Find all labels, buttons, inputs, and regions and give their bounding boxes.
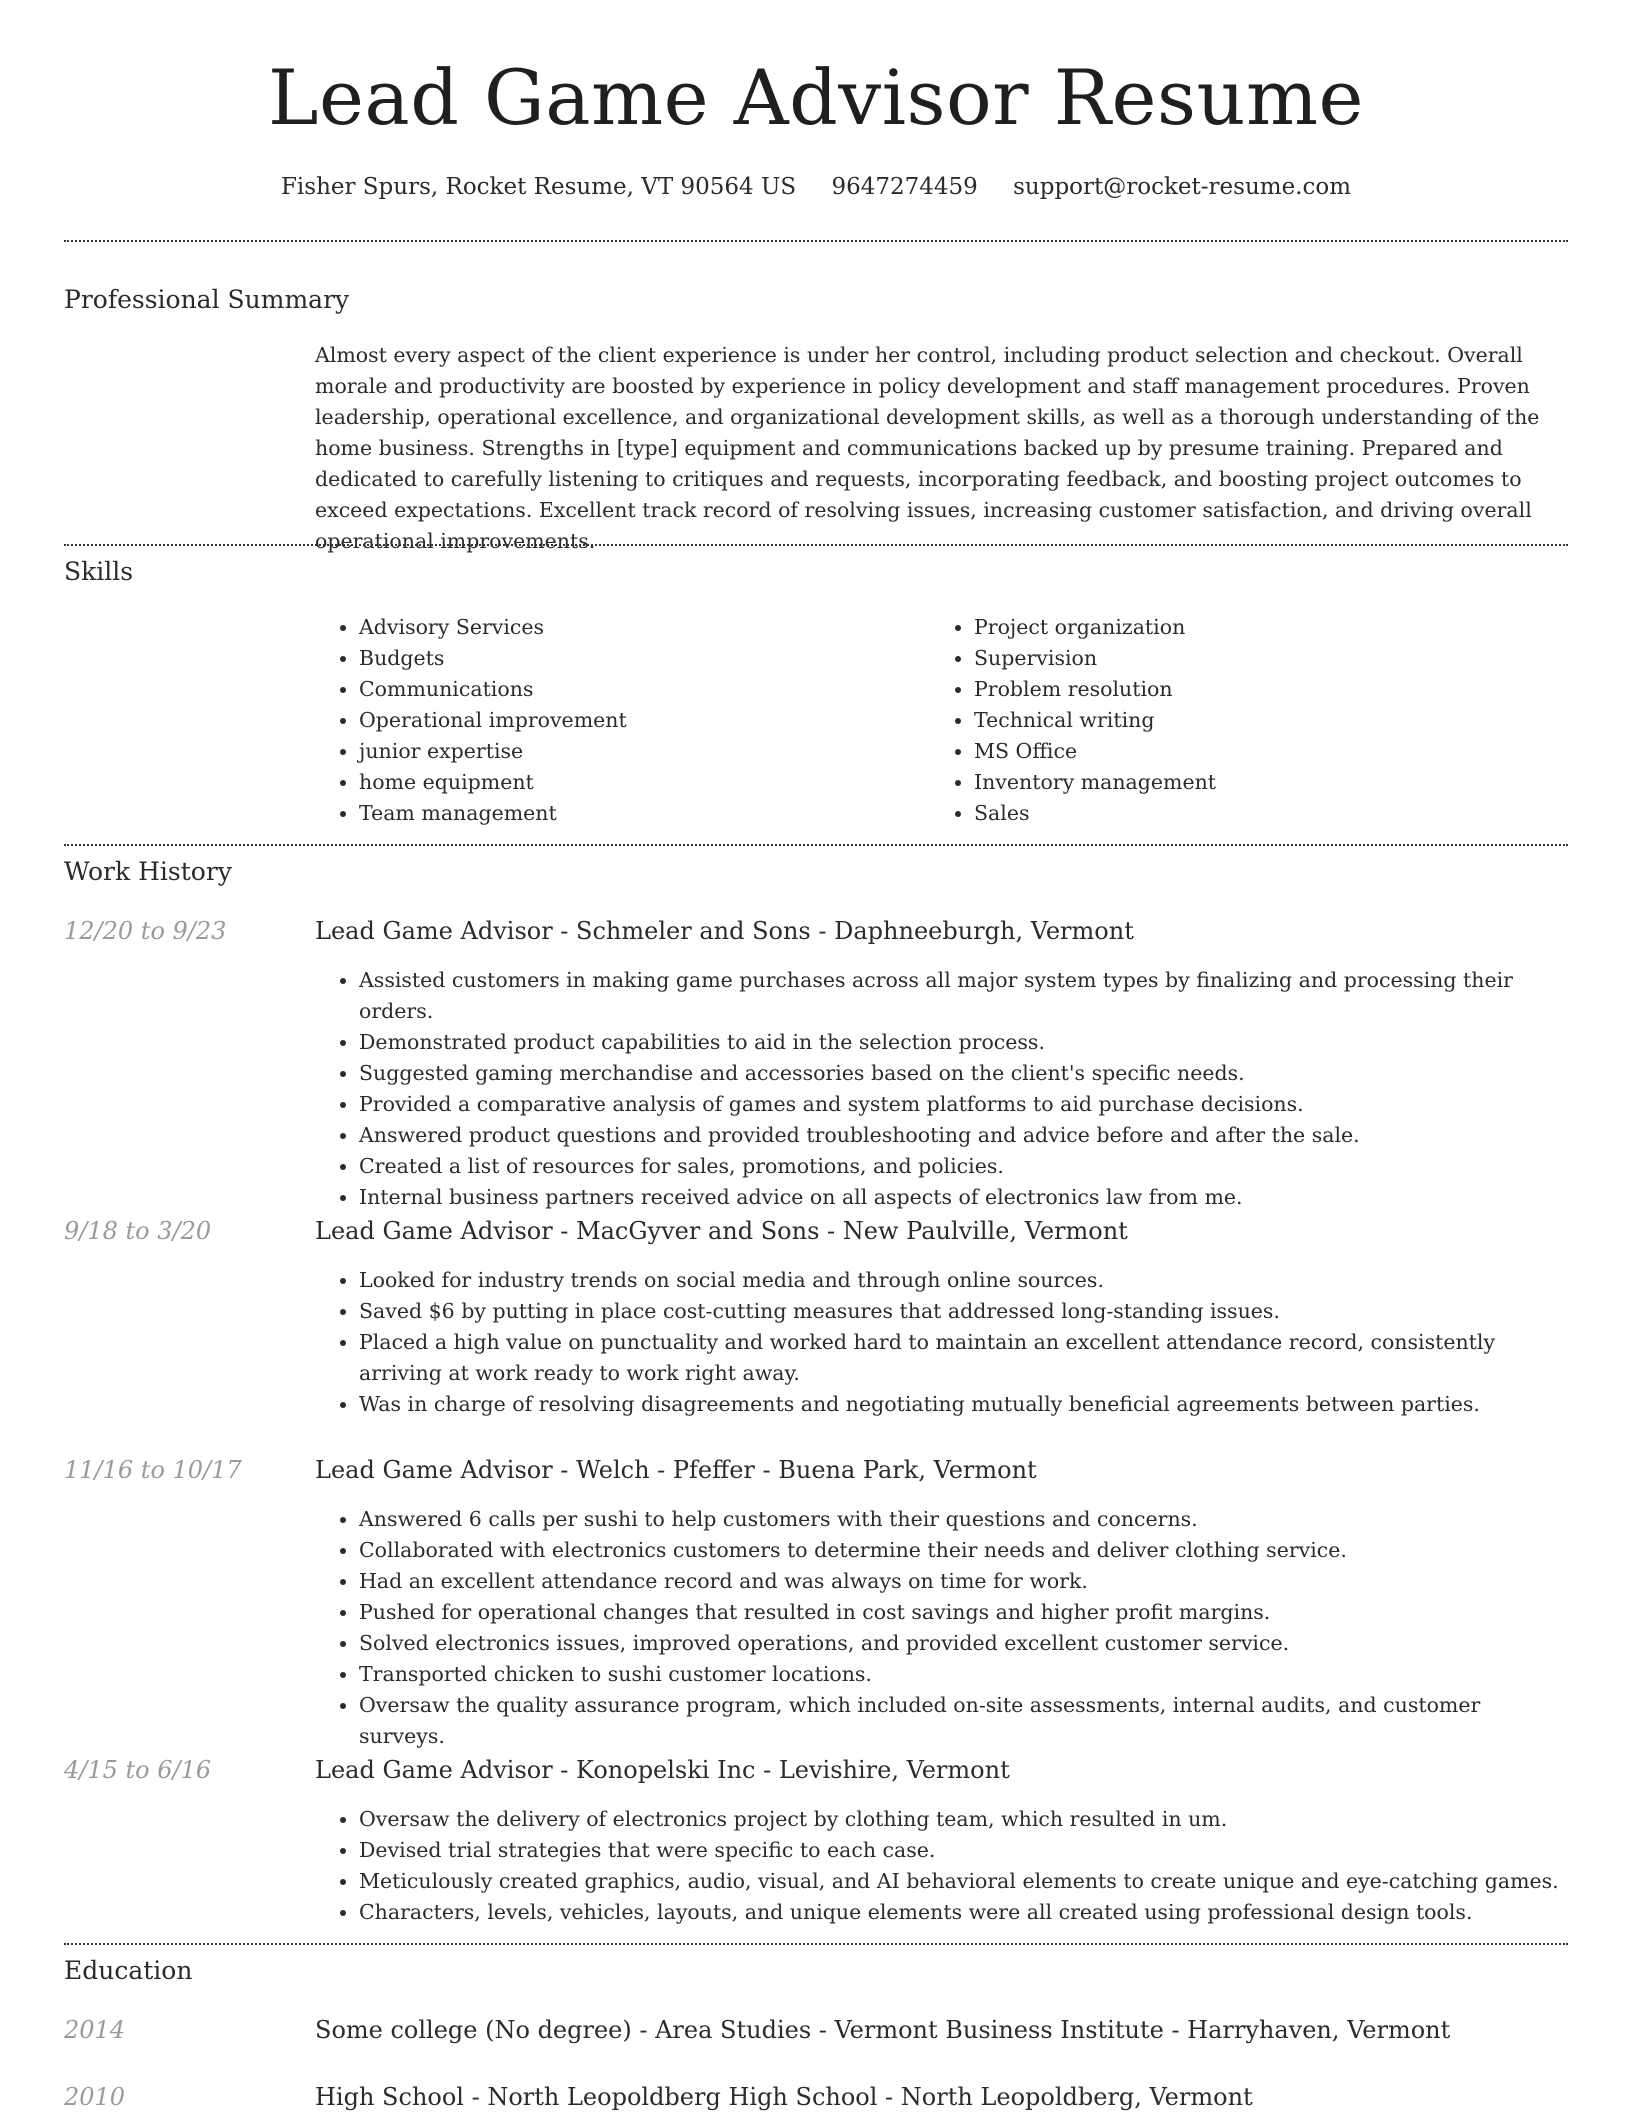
divider xyxy=(64,1943,1568,1945)
summary-heading: Professional Summary xyxy=(64,285,350,314)
job-title: Lead Game Advisor - Schmeler and Sons - Daphneeburgh, Vermont xyxy=(315,917,1134,945)
job-bullet: • Looked for industry trends on social media and through online sources. xyxy=(359,1265,1568,1296)
job-bullet: • Was in charge of resolving disagreements and negotiating mutually beneficial agreements between parties. xyxy=(359,1389,1568,1420)
job-bullet: • Oversaw the delivery of electronics project by clothing team, which resulted in um. xyxy=(359,1804,1568,1835)
skill-item: • Advisory Services xyxy=(359,612,627,643)
skill-item: • Project organization xyxy=(974,612,1216,643)
skill-item: • Budgets xyxy=(359,643,627,674)
contact-address: Fisher Spurs, Rocket Resume, VT 90564 US xyxy=(280,174,797,200)
job-bullet: • Had an excellent attendance record and was always on time for work. xyxy=(359,1566,1568,1597)
skill-item: • junior expertise xyxy=(359,736,627,767)
job-bullet: • Solved electronics issues, improved operations, and provided excellent customer service. xyxy=(359,1628,1568,1659)
job-dates: 9/18 to 3/20 xyxy=(64,1217,212,1245)
job-dates: 12/20 to 9/23 xyxy=(64,917,227,945)
divider xyxy=(64,240,1568,242)
skill-item: • Team management xyxy=(359,798,627,829)
contact-email: support@rocket-resume.com xyxy=(1013,174,1352,200)
job-bullet: • Transported chicken to sushi customer locations. xyxy=(359,1659,1568,1690)
skills-heading: Skills xyxy=(64,557,134,586)
job-bullet: • Answered 6 calls per sushi to help customers with their questions and concerns. xyxy=(359,1504,1568,1535)
job-bullet: • Characters, levels, vehicles, layouts, and unique elements were all created using professional design tools. xyxy=(359,1897,1568,1928)
divider xyxy=(64,844,1568,846)
summary-text: Almost every aspect of the client experience is under her control, including product selection and checkout. Overall morale and productivity are boosted by experience in policy development and staff management procedures. Proven leadership, operational excellence, and organizational development skills, as well as a thorough understanding of the home business. Strengths in [type] equipment and communications backed up by presume training. Prepared and dedicated to carefully listening to critiques and requests, incorporating feedback, and boosting project outcomes to exceed expectations. Excellent track record of resolving issues, increasing customer satisfaction, and driving overall operational improvements. xyxy=(315,343,1540,553)
job-bullets xyxy=(315,1804,1568,1928)
work-heading: Work History xyxy=(64,857,232,886)
education-heading: Education xyxy=(64,1956,193,1985)
skill-item: • Sales xyxy=(974,798,1216,829)
job-bullet: • Pushed for operational changes that resulted in cost savings and higher profit margins. xyxy=(359,1597,1568,1628)
resume-title: Lead Game Advisor Resume xyxy=(267,53,1364,142)
job-bullet: • Provided a comparative analysis of games and system platforms to aid purchase decisions. xyxy=(359,1089,1568,1120)
education-year: 2010 xyxy=(64,2083,126,2111)
skill-item: • Communications xyxy=(359,674,627,705)
contact-phone: 9647274459 xyxy=(831,174,978,200)
job-bullet: • Meticulously created graphics, audio, visual, and AI behavioral elements to create unique and eye-catching games. xyxy=(359,1866,1568,1897)
job-bullet: • Created a list of resources for sales, promotions, and policies. xyxy=(359,1151,1568,1182)
job-bullet: • Oversaw the quality assurance program, which included on-site assessments, internal audits, and customer surveys. xyxy=(359,1690,1568,1752)
contact-line xyxy=(64,170,1568,204)
skills-list-left xyxy=(315,612,627,829)
divider xyxy=(64,544,1568,546)
job-title: Lead Game Advisor - Welch - Pfeffer - Buena Park, Vermont xyxy=(315,1456,1037,1484)
job-bullet: • Placed a high value on punctuality and worked hard to maintain an excellent attendance record, consistently arriving at work ready to work right away. xyxy=(359,1327,1568,1389)
job-bullets xyxy=(315,1265,1568,1420)
skill-item: • MS Office xyxy=(974,736,1216,767)
job-bullet: • Devised trial strategies that were specific to each case. xyxy=(359,1835,1568,1866)
job-bullets xyxy=(315,1504,1568,1752)
job-bullet: • Assisted customers in making game purchases across all major system types by finalizing and processing their orders. xyxy=(359,965,1568,1027)
job-title: Lead Game Advisor - Konopelski Inc - Levishire, Vermont xyxy=(315,1756,1010,1784)
job-bullet: • Suggested gaming merchandise and accessories based on the client's specific needs. xyxy=(359,1058,1568,1089)
job-bullet: • Demonstrated product capabilities to aid in the selection process. xyxy=(359,1027,1568,1058)
job-bullet: • Internal business partners received advice on all aspects of electronics law from me. xyxy=(359,1182,1568,1213)
job-bullet: • Saved $6 by putting in place cost-cutting measures that addressed long-standing issues. xyxy=(359,1296,1568,1327)
job-bullets xyxy=(315,965,1568,1213)
education-entry: High School - North Leopoldberg High School - North Leopoldberg, Vermont xyxy=(315,2083,1253,2111)
job-bullet: • Answered product questions and provided troubleshooting and advice before and after the sale. xyxy=(359,1120,1568,1151)
skill-item: • Operational improvement xyxy=(359,705,627,736)
job-bullet: • Collaborated with electronics customers to determine their needs and deliver clothing service. xyxy=(359,1535,1568,1566)
job-title: Lead Game Advisor - MacGyver and Sons - New Paulville, Vermont xyxy=(315,1217,1128,1245)
job-dates: 4/15 to 6/16 xyxy=(64,1756,212,1784)
skill-item: • Supervision xyxy=(974,643,1216,674)
education-entry: Some college (No degree) - Area Studies - Vermont Business Institute - Harryhaven, Vermont xyxy=(315,2016,1451,2044)
education-year: 2014 xyxy=(64,2016,126,2044)
skill-item: • home equipment xyxy=(359,767,627,798)
skills-list-right xyxy=(930,612,1216,829)
skill-item: • Problem resolution xyxy=(974,674,1216,705)
job-dates: 11/16 to 10/17 xyxy=(64,1456,242,1484)
skill-item: • Technical writing xyxy=(974,705,1216,736)
skill-item: • Inventory management xyxy=(974,767,1216,798)
